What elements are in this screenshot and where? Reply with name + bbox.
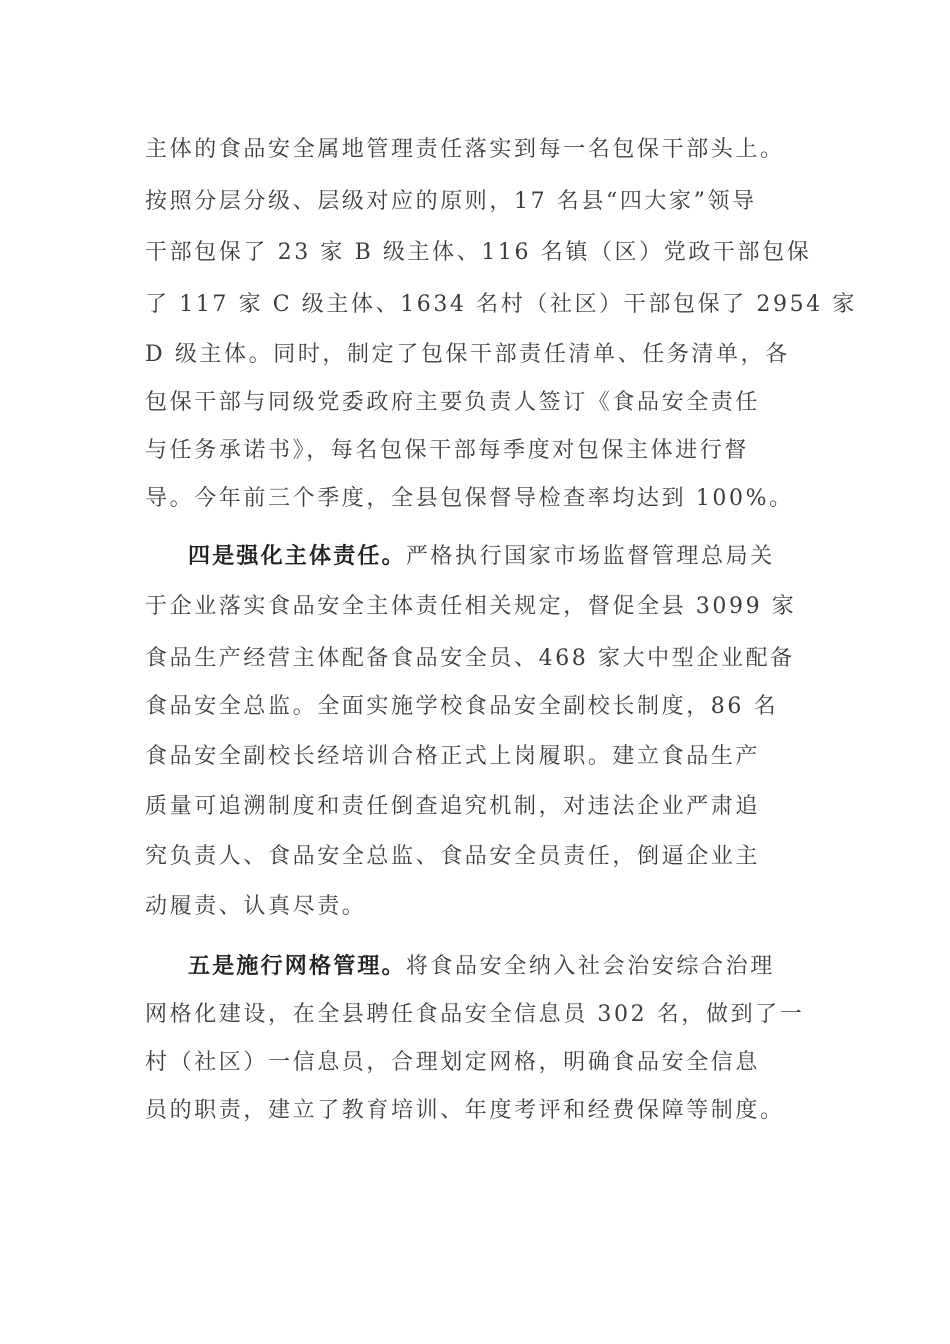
text-line: 包保干部与同级党委政府主要负责人签订《食品安全责任: [145, 390, 761, 415]
text-line: [188, 541, 848, 571]
text-line: 网格化建设，在全县聘任食品安全信息员 302 名，做到了一: [145, 1002, 805, 1027]
text-run: 将食品安全纳入社会治安综合治理: [405, 954, 775, 979]
paragraph-heading: 四是强化主体责任。: [188, 543, 406, 569]
text-line: [188, 951, 848, 981]
text-line: 村（社区）一信息员，合理划定网格，明确食品安全信息: [145, 1050, 761, 1075]
text-line: 导。今年前三个季度，全县包保督导检查率均达到 100%。: [145, 486, 794, 511]
text-line: 于企业落实食品安全主体责任相关规定，督促全县 3099 家: [145, 594, 797, 619]
text-line: 按照分层分级、层级对应的原则，17 名县“四大家”领导: [145, 189, 757, 214]
text-line: 主体的食品安全属地管理责任落实到每一名包保干部头上。: [145, 137, 785, 162]
text-line: 食品安全总监。全面实施学校食品安全副校长制度，86 名: [145, 694, 779, 719]
text-line: 质量可追溯制度和责任倒查追究机制，对违法企业严肃追: [145, 794, 761, 819]
text-line: 食品生产经营主体配备食品安全员、468 家大中型企业配备: [145, 646, 795, 671]
text-line: D 级主体。同时，制定了包保干部责任清单、任务清单，各: [145, 342, 790, 367]
text-line: 究负责人、食品安全总监、食品安全员责任，倒逼企业主: [145, 844, 761, 869]
text-line: 员的职责，建立了教育培训、年度考评和经费保障等制度。: [145, 1098, 785, 1123]
paragraph-heading: 五是施行网格管理。: [188, 953, 406, 979]
text-line: 了 117 家 C 级主体、1634 名村（社区）干部包保了 2954 家: [145, 292, 857, 317]
text-line: 动履责、认真尽责。: [145, 894, 367, 919]
text-line: 与任务承诺书》，每名包保干部每季度对包保主体进行督: [145, 438, 750, 463]
text-line: 食品安全副校长经培训合格正式上岗履职。建立食品生产: [145, 744, 761, 769]
text-run: 严格执行国家市场监督管理总局关: [405, 544, 775, 569]
text-line: 干部包保了 23 家 B 级主体、116 名镇（区）党政干部包保: [145, 240, 812, 265]
